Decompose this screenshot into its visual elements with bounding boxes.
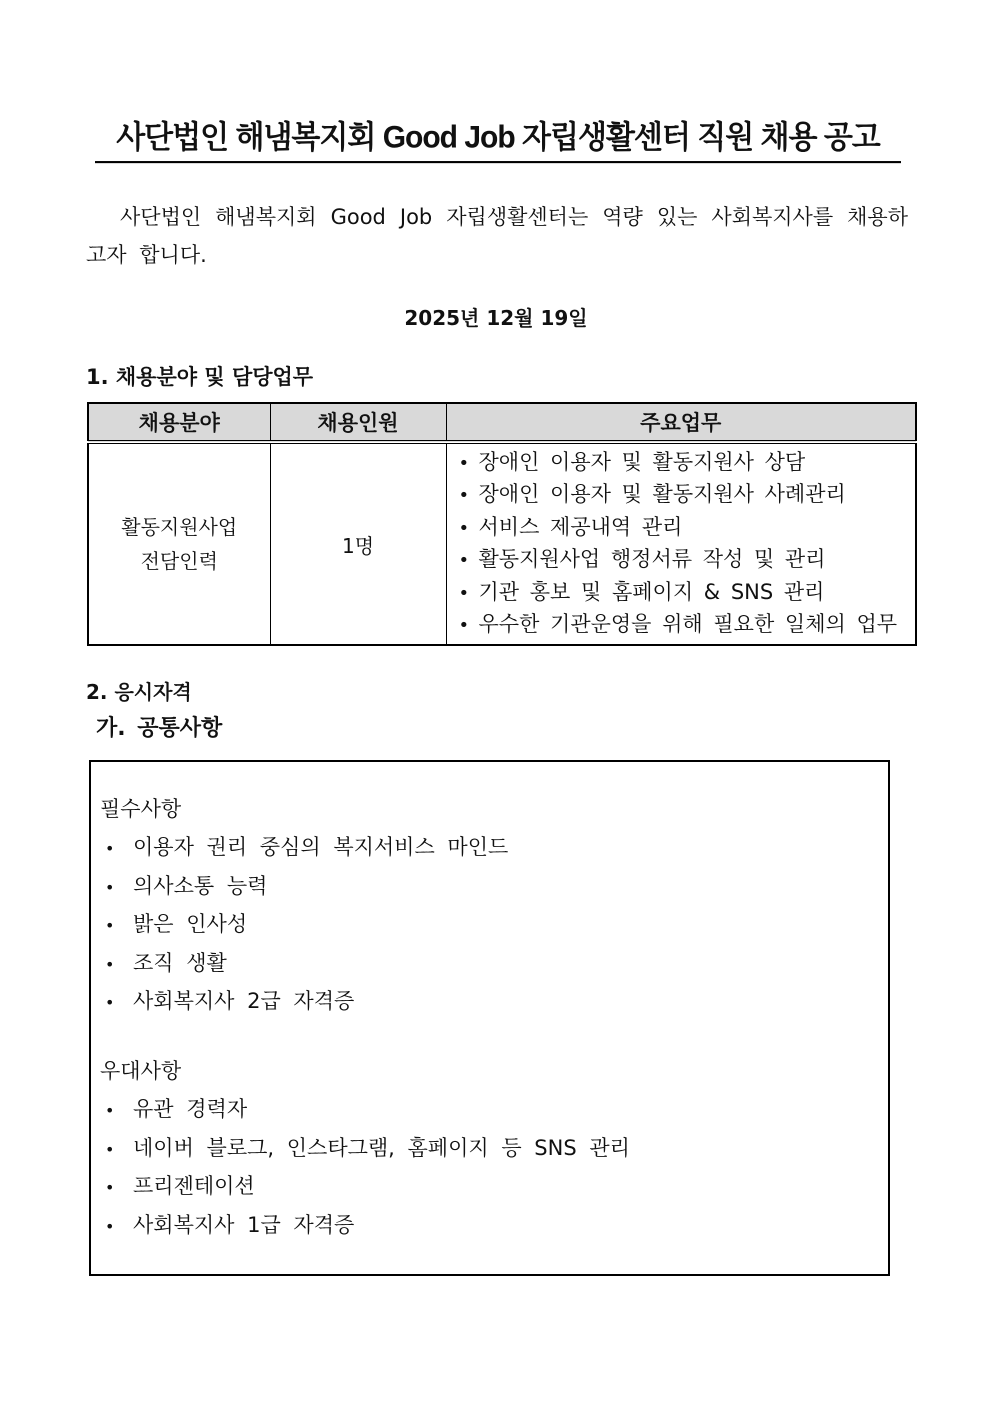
required-item: 이용자 권리 중심의 복지서비스 마인드 (133, 835, 509, 859)
bullet-icon: • (105, 993, 115, 1012)
list-item (105, 906, 508, 945)
bullet-icon: • (458, 550, 470, 571)
cell-headcount: 1명 (270, 442, 446, 645)
section-2a-heading: 가. 공통사항 (96, 716, 223, 741)
preferred-item: 사회복지사 1급 자격증 (133, 1212, 355, 1237)
list-item (105, 945, 508, 984)
preferred-title: 우대사항 (100, 1059, 182, 1083)
list-item (459, 447, 916, 480)
bullet-icon: • (458, 517, 470, 539)
list-item (459, 577, 916, 610)
bullet-icon: • (105, 839, 115, 858)
preferred-item: 프리젠테이션 (133, 1174, 255, 1198)
bullet-icon: • (105, 1139, 115, 1159)
list-item (459, 479, 916, 512)
list-item (105, 1130, 630, 1169)
bullet-icon: • (458, 582, 470, 604)
section-1-heading: 1. 채용분야 및 담당업무 (86, 365, 314, 389)
bullet-icon: • (105, 1178, 115, 1197)
required-item: 의사소통 능력 (133, 873, 268, 898)
qualifications-box (89, 760, 890, 1276)
bullet-icon: • (105, 954, 115, 974)
header-field: 채용분야 (88, 403, 270, 442)
list-item (105, 983, 508, 1022)
announcement-date: 2025년 12월 19일 (404, 306, 588, 330)
required-list (105, 829, 508, 1022)
duties-list (459, 447, 916, 642)
intro-paragraph: 사단법인 해냄복지회 Good Job 자립생활센터는 역량 있는 사회복지사를 채용하고자 합니다. (86, 205, 908, 267)
bullet-icon: • (458, 485, 470, 506)
header-headcount: 채용인원 (270, 403, 446, 442)
field-line-2: 전담인력 (140, 549, 218, 573)
required-title: 필수사항 (100, 797, 182, 821)
cell-field (88, 442, 270, 645)
preferred-list (105, 1091, 630, 1245)
list-item (105, 1168, 630, 1207)
duty-text: 기관 홍보 및 홈페이지 & SNS 관리 (478, 579, 825, 604)
preferred-item: 네이버 블로그, 인스타그램, 홈페이지 등 SNS 관리 (133, 1135, 630, 1160)
header-duties: 주요업무 (446, 403, 916, 442)
list-item (105, 829, 508, 868)
bullet-icon: • (105, 1216, 115, 1236)
duty-text: 장애인 이용자 및 활동지원사 사례관리 (478, 482, 846, 506)
duty-text: 서비스 제공내역 관리 (478, 514, 683, 539)
preferred-item: 유관 경력자 (133, 1097, 248, 1121)
required-item: 밝은 인사성 (133, 912, 248, 936)
list-item (459, 544, 916, 577)
bullet-icon: • (458, 452, 470, 474)
duty-text: 우수한 기관운영을 위해 필요한 일체의 업무 (478, 612, 898, 636)
recruitment-table (87, 402, 917, 646)
table-header-row (88, 403, 916, 442)
list-item (459, 512, 916, 545)
table-row (88, 442, 916, 645)
bullet-icon: • (105, 916, 115, 935)
required-item: 사회복지사 2급 자격증 (133, 989, 355, 1013)
bullet-icon: • (458, 615, 470, 636)
bullet-icon: • (105, 1101, 115, 1120)
list-item (105, 1207, 630, 1246)
list-item (459, 609, 916, 642)
list-item (105, 1091, 630, 1130)
required-item: 조직 생활 (133, 950, 227, 975)
field-line-1: 활동지원사업 (121, 515, 238, 539)
cell-duties (446, 442, 916, 645)
section-2-heading: 2. 응시자격 (86, 680, 192, 704)
duty-text: 장애인 이용자 및 활동지원사 상담 (478, 449, 806, 474)
duty-text: 활동지원사업 행정서류 작성 및 관리 (478, 547, 826, 571)
bullet-icon: • (105, 877, 115, 897)
document-title: 사단법인 해냄복지회 Good Job 자립생활센터 직원 채용 공고 (95, 115, 901, 163)
list-item (105, 868, 508, 907)
